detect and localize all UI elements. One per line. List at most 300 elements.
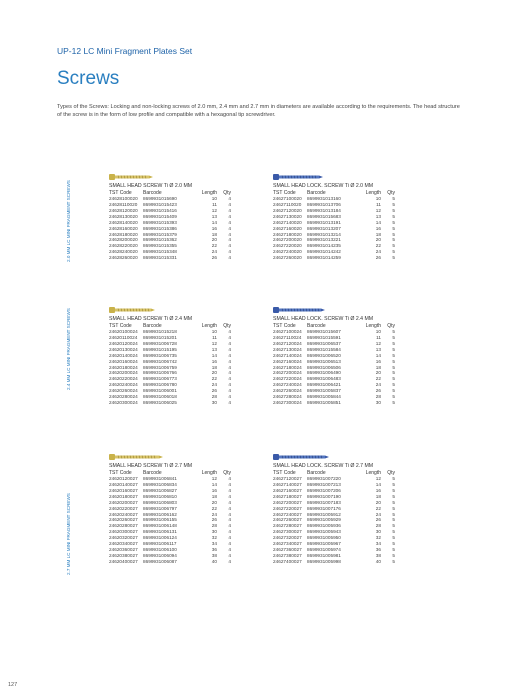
cell-barcode: 8699931015355: [143, 243, 177, 249]
cell-qty: 5: [392, 255, 395, 260]
cell-length: 24: [211, 511, 217, 517]
cell-barcode: 8699931006483: [307, 376, 341, 382]
cell-tst-code: 24627300027: [273, 529, 302, 535]
cell-qty: 4: [228, 376, 231, 382]
col-header-length: Length: [365, 190, 381, 196]
cell-tst-code: 24627160024: [273, 358, 302, 364]
cell-qty: 4: [228, 231, 231, 237]
cell-qty: 5: [392, 517, 395, 523]
cell-tst-code: 24627240020: [273, 249, 302, 255]
cell-length: 13: [211, 213, 217, 219]
cell-barcode: 8699931007190: [307, 493, 341, 499]
cell-barcode: 8699931006087: [143, 558, 177, 564]
cell-barcode: 8699931015393: [143, 219, 177, 225]
cell-barcode: 8699931015386: [143, 225, 177, 231]
cell-barcode: 8699931015201: [143, 335, 177, 341]
table-row: [109, 394, 235, 400]
cell-length: 10: [211, 329, 217, 335]
cell-tst-code: 24627360027: [273, 546, 302, 552]
cell-length: 20: [211, 370, 217, 376]
cell-tst-code: 24627180020: [273, 231, 302, 237]
cell-length: 24: [211, 249, 217, 255]
cell-length: 16: [211, 488, 217, 493]
cell-barcode: 8699931006421: [307, 382, 341, 388]
table-small-head-screw-2-0: [109, 173, 249, 261]
cell-tst-code: 24627220020: [273, 243, 302, 249]
cell-tst-code: 24620300024: [109, 399, 138, 405]
cell-tst-code: 24627100024: [273, 329, 302, 335]
cell-barcode: 8699931015690: [143, 196, 177, 202]
cell-qty: 4: [228, 335, 231, 341]
cell-barcode: 8699931006773: [143, 376, 177, 382]
cell-length: 18: [211, 231, 217, 237]
cell-tst-code: 24627140020: [273, 219, 302, 225]
cell-qty: 4: [228, 208, 231, 213]
cell-length: 11: [376, 202, 381, 208]
cell-tst-code: 24627180027: [273, 493, 302, 499]
table-row: [273, 353, 399, 359]
table-row: [273, 559, 399, 565]
cell-length: 24: [375, 382, 381, 388]
cell-tst-code: 24628220020: [109, 243, 138, 249]
cell-tst-code: 24627110024: [273, 335, 302, 341]
col-header-code: TST Code: [109, 323, 132, 329]
cell-qty: 4: [228, 219, 231, 225]
cell-length: 11: [376, 335, 381, 341]
cell-barcode: 8699931013706: [307, 202, 341, 208]
col-header-length: Length: [365, 470, 381, 476]
table-row: [273, 226, 399, 232]
cell-qty: 4: [228, 511, 231, 517]
cell-tst-code: 24628140020: [109, 219, 138, 225]
cell-qty: 4: [228, 493, 231, 499]
cell-barcode: 8699931005912: [307, 511, 341, 517]
cell-tst-code: 24627280027: [273, 523, 302, 529]
cell-barcode: 8699931015362: [143, 237, 177, 243]
cell-length: 32: [375, 535, 381, 540]
table-row: [109, 388, 235, 394]
cell-tst-code: 24620340027: [109, 540, 138, 546]
cell-qty: 5: [392, 225, 395, 231]
cell-barcode: 8699931006520: [307, 352, 341, 358]
cell-tst-code: 24628200020: [109, 237, 138, 243]
col-header-qty: Qty: [387, 323, 395, 329]
cell-length: 32: [211, 535, 217, 540]
col-header-code: TST Code: [109, 470, 132, 476]
cell-length: 13: [211, 346, 217, 352]
col-header-length: Length: [201, 323, 217, 329]
col-header-qty: Qty: [223, 323, 231, 329]
col-header-qty: Qty: [387, 470, 395, 476]
cell-barcode: 8699931014235: [307, 243, 341, 249]
cell-tst-code: 24627240024: [273, 382, 302, 388]
cell-barcode: 8699931006124: [143, 535, 177, 540]
cell-barcode: 8699931006025: [143, 399, 177, 405]
cell-tst-code: 24627240027: [273, 511, 302, 517]
cell-tst-code: 24620140024: [109, 352, 138, 358]
cell-tst-code: 24620260027: [109, 517, 138, 523]
cell-qty: 5: [392, 208, 395, 213]
cell-qty: 4: [228, 341, 231, 346]
cell-length: 14: [375, 219, 381, 225]
cell-barcode: 8699931013160: [307, 196, 341, 202]
cell-qty: 4: [228, 196, 231, 202]
col-header-code: TST Code: [273, 470, 296, 476]
cell-tst-code: 24627100020: [273, 196, 302, 202]
cell-tst-code: 24628110020: [109, 202, 138, 208]
cell-length: 11: [212, 335, 217, 341]
table-row: [109, 255, 235, 261]
cell-length: 20: [375, 237, 381, 243]
cell-barcode: 8699931005967: [307, 540, 341, 546]
cell-barcode: 8699931005844: [307, 393, 341, 399]
cell-qty: 4: [228, 552, 231, 558]
table-row: [109, 220, 235, 226]
cell-tst-code: 24627260027: [273, 517, 302, 523]
cell-length: 12: [375, 341, 381, 346]
cell-qty: 4: [228, 535, 231, 540]
cell-length: 16: [211, 225, 217, 231]
cell-qty: 5: [392, 529, 395, 535]
cell-qty: 4: [228, 237, 231, 243]
cell-qty: 4: [228, 213, 231, 219]
cell-tst-code: 24627280024: [273, 393, 302, 399]
cell-barcode: 8699931014242: [307, 249, 341, 255]
table-row: [109, 494, 235, 500]
cell-barcode: 8699931005998: [307, 558, 341, 564]
table-row: [109, 353, 235, 359]
cell-length: 26: [375, 517, 381, 523]
cell-tst-code: 24620400027: [109, 558, 138, 564]
cell-length: 11: [212, 202, 217, 208]
cell-barcode: 8699931006100: [143, 546, 177, 552]
cell-length: 16: [211, 358, 217, 364]
cell-qty: 5: [392, 352, 395, 358]
table-row: [109, 400, 235, 406]
col-header-qty: Qty: [223, 190, 231, 196]
cell-length: 36: [211, 546, 217, 552]
table-title: SMALL HEAD SCREW Ti Ø 2.7 MM: [109, 463, 193, 469]
cell-barcode: 8699931015683: [307, 213, 341, 219]
lock-screw-image: [273, 173, 333, 181]
col-header-length: Length: [201, 190, 217, 196]
cell-qty: 5: [392, 213, 395, 219]
cell-qty: 5: [392, 399, 395, 405]
cell-qty: 4: [228, 249, 231, 255]
table-row: [273, 553, 399, 559]
cell-length: 22: [211, 505, 217, 511]
table-row: [273, 347, 399, 353]
cell-qty: 4: [228, 523, 231, 529]
col-header-barcode: Barcode: [143, 470, 162, 476]
cell-barcode: 8699931007183: [307, 499, 341, 505]
cell-qty: 5: [392, 511, 395, 517]
cell-length: 13: [375, 346, 381, 352]
cell-length: 13: [375, 213, 381, 219]
cell-length: 22: [211, 376, 217, 382]
cell-length: 12: [375, 476, 381, 482]
cell-qty: 5: [392, 370, 395, 376]
section-label-2-0mm: 2.0 MM LC MINI FRAGMENT SCREWS: [66, 180, 71, 262]
cell-qty: 5: [392, 523, 395, 529]
table-row: [273, 488, 399, 494]
table-row: [109, 226, 235, 232]
cell-length: 38: [375, 552, 381, 558]
intro-paragraph: Types of the Screws: Locking and non-locking screws of 2.0 mm, 2.4 mm and 2.7 mm in diameters are available according to the requirements. The head structure of the screw is in the form of low profile and compatible with a hexagonal tip screwdriver.: [57, 104, 460, 118]
cell-barcode: 8699931013184: [307, 208, 341, 213]
cell-length: 16: [375, 488, 381, 493]
cell-barcode: 8699931006780: [143, 382, 177, 388]
table-row: [273, 547, 399, 553]
cell-qty: 5: [392, 219, 395, 225]
cell-qty: 4: [228, 499, 231, 505]
cell-tst-code: 24627130020: [273, 213, 302, 219]
cell-length: 14: [211, 352, 217, 358]
cell-tst-code: 24627130024: [273, 346, 302, 352]
cell-qty: 4: [228, 382, 231, 388]
cell-tst-code: 24627200024: [273, 370, 302, 376]
cell-tst-code: 24627110020: [273, 202, 302, 208]
cell-tst-code: 24620130024: [109, 346, 138, 352]
cell-length: 40: [211, 558, 217, 564]
cell-qty: 4: [228, 255, 231, 260]
cell-qty: 5: [392, 535, 395, 540]
cell-length: 14: [375, 352, 381, 358]
cell-barcode: 8699931006018: [143, 393, 177, 399]
cell-length: 18: [375, 364, 381, 370]
cell-qty: 5: [392, 488, 395, 493]
cell-tst-code: 24620260024: [109, 388, 138, 393]
cell-qty: 5: [392, 341, 395, 346]
cell-tst-code: 24620100024: [109, 329, 138, 335]
cell-tst-code: 24620300027: [109, 529, 138, 535]
cell-qty: 4: [228, 488, 231, 493]
cell-qty: 5: [392, 482, 395, 488]
table-row: [273, 341, 399, 347]
table-small-head-lock-screw-2-4: [273, 306, 413, 406]
cell-tst-code: 24627260024: [273, 388, 302, 393]
cell-length: 12: [211, 341, 217, 346]
table-row: [273, 535, 399, 541]
cell-length: 26: [211, 517, 217, 523]
cell-qty: 4: [228, 558, 231, 564]
cell-length: 22: [375, 243, 381, 249]
cell-length: 18: [375, 231, 381, 237]
table-row: [109, 506, 235, 512]
cell-qty: 5: [392, 558, 395, 564]
cell-length: 18: [211, 493, 217, 499]
col-header-length: Length: [201, 470, 217, 476]
cell-length: 10: [211, 196, 217, 202]
cell-length: 40: [375, 558, 381, 564]
cell-length: 28: [375, 393, 381, 399]
cell-barcode: 8699931007206: [307, 488, 341, 493]
cell-tst-code: 24620360027: [109, 546, 138, 552]
cell-length: 18: [375, 493, 381, 499]
cell-barcode: 8699931006759: [143, 364, 177, 370]
table-title: SMALL HEAD SCREW Ti Ø 2.4 MM: [109, 316, 193, 322]
cell-qty: 5: [392, 382, 395, 388]
table-title: SMALL HEAD LOCK. SCREW Ti Ø 2.4 MM: [273, 316, 374, 322]
lock-screw-image: [273, 306, 333, 314]
cell-barcode: 8699931006728: [143, 341, 177, 346]
cell-qty: 4: [228, 388, 231, 393]
cell-length: 24: [211, 382, 217, 388]
cell-qty: 5: [392, 393, 395, 399]
cell-qty: 4: [228, 202, 231, 208]
cell-length: 16: [375, 225, 381, 231]
table-row: [273, 494, 399, 500]
cell-qty: 4: [228, 243, 231, 249]
cell-tst-code: 24620280027: [109, 523, 138, 529]
cell-length: 26: [375, 388, 381, 393]
cell-qty: 4: [228, 225, 231, 231]
cell-barcode: 8699931005943: [307, 529, 341, 535]
screw-image: [109, 306, 169, 314]
cell-length: 14: [211, 482, 217, 488]
table-row: [109, 535, 235, 541]
cell-tst-code: 24628130020: [109, 213, 138, 219]
cell-length: 24: [375, 511, 381, 517]
lock-screw-image: [273, 453, 333, 461]
cell-length: 22: [375, 376, 381, 382]
page-number: 127: [8, 682, 18, 688]
cell-length: 26: [375, 255, 381, 260]
table-row: [273, 500, 399, 506]
cell-qty: 4: [228, 517, 231, 523]
col-header-code: TST Code: [273, 323, 296, 329]
cell-barcode: 8699931006490: [307, 370, 341, 376]
cell-tst-code: 24620110024: [109, 335, 138, 341]
cell-tst-code: 24627120027: [273, 476, 302, 482]
cell-qty: 4: [228, 505, 231, 511]
cell-qty: 4: [228, 482, 231, 488]
cell-tst-code: 24627320027: [273, 535, 302, 540]
cell-qty: 4: [228, 393, 231, 399]
cell-barcode: 8699931015218: [143, 329, 177, 335]
table-title: SMALL HEAD SCREW Ti Ø 2.0 MM: [109, 183, 193, 189]
cell-barcode: 8699931005950: [307, 535, 341, 540]
cell-qty: 5: [392, 364, 395, 370]
cell-qty: 5: [392, 237, 395, 243]
cell-length: 38: [211, 552, 217, 558]
cell-length: 30: [211, 529, 217, 535]
cell-barcode: 8699931006834: [143, 482, 177, 488]
screw-table: [109, 323, 235, 406]
table-row: [273, 220, 399, 226]
cell-qty: 5: [392, 493, 395, 499]
cell-tst-code: 24620220027: [109, 505, 138, 511]
cell-barcode: 8699931013214: [307, 231, 341, 237]
cell-length: 34: [211, 540, 217, 546]
cell-qty: 5: [392, 196, 395, 202]
table-row: [109, 208, 235, 214]
cell-barcode: 8699931015416: [143, 208, 177, 213]
cell-length: 20: [211, 237, 217, 243]
cell-length: 12: [211, 208, 217, 213]
cell-length: 26: [211, 255, 217, 260]
cell-tst-code: 24620380027: [109, 552, 138, 558]
table-row: [273, 541, 399, 547]
cell-barcode: 8699931006131: [143, 529, 177, 535]
cell-tst-code: 24628160020: [109, 225, 138, 231]
cell-barcode: 8699931015607: [307, 329, 341, 335]
cell-tst-code: 24627140027: [273, 482, 302, 488]
table-row: [273, 255, 399, 261]
cell-barcode: 8699931006537: [307, 341, 341, 346]
cell-qty: 4: [228, 546, 231, 552]
cell-qty: 4: [228, 540, 231, 546]
cell-qty: 4: [228, 476, 231, 482]
table-row: [109, 500, 235, 506]
cell-tst-code: 24627200027: [273, 499, 302, 505]
col-header-qty: Qty: [387, 190, 395, 196]
cell-barcode: 8699931015379: [143, 231, 177, 237]
cell-qty: 4: [228, 399, 231, 405]
cell-qty: 4: [228, 364, 231, 370]
cell-length: 28: [211, 523, 217, 529]
section-label-2-7mm: 2.7 MM LC MINI FRAGMENT SCREWS: [66, 493, 71, 575]
table-row: [109, 488, 235, 494]
cell-qty: 4: [228, 352, 231, 358]
col-header-code: TST Code: [109, 190, 132, 196]
cell-length: 12: [211, 476, 217, 482]
screw-table: [273, 470, 399, 564]
table-row: [273, 388, 399, 394]
section-label-2-4mm: 2.4 MM LC MINI FRAGMENT SCREWS: [66, 308, 71, 390]
cell-barcode: 8699931006766: [143, 370, 177, 376]
cell-tst-code: 24620280024: [109, 393, 138, 399]
cell-length: 20: [375, 370, 381, 376]
cell-qty: 5: [392, 376, 395, 382]
cell-barcode: 8699931014259: [307, 255, 341, 260]
table-row: [273, 506, 399, 512]
cell-length: 22: [375, 505, 381, 511]
cell-barcode: 8699931005929: [307, 517, 341, 523]
cell-tst-code: 24620160024: [109, 358, 138, 364]
cell-length: 20: [211, 499, 217, 505]
cell-barcode: 8699931006094: [143, 552, 177, 558]
table-row: [109, 547, 235, 553]
cell-qty: 5: [392, 505, 395, 511]
cell-length: 16: [375, 358, 381, 364]
screw-image: [109, 453, 169, 461]
col-header-code: TST Code: [273, 190, 296, 196]
cell-barcode: 8699931006162: [143, 511, 177, 517]
screw-table: [273, 190, 399, 261]
cell-barcode: 8699931015348: [143, 249, 177, 255]
cell-length: 30: [211, 399, 217, 405]
cell-barcode: 8699931006001: [143, 388, 177, 393]
cell-barcode: 8699931006841: [143, 476, 177, 482]
table-row: [109, 359, 235, 365]
cell-tst-code: 24627400027: [273, 558, 302, 564]
cell-barcode: 8699931015423: [143, 202, 177, 208]
cell-barcode: 8699931007220: [307, 476, 341, 482]
cell-barcode: 8699931005851: [307, 399, 341, 405]
cell-barcode: 8699931015584: [307, 346, 341, 352]
cell-qty: 4: [228, 370, 231, 376]
screw-table: [109, 470, 235, 564]
table-row: [273, 208, 399, 214]
cell-qty: 4: [228, 346, 231, 352]
col-header-barcode: Barcode: [307, 190, 326, 196]
cell-tst-code: 24620120024: [109, 341, 138, 346]
cell-tst-code: 24627160020: [273, 225, 302, 231]
cell-qty: 4: [228, 358, 231, 364]
cell-length: 34: [375, 540, 381, 546]
cell-length: 14: [211, 219, 217, 225]
